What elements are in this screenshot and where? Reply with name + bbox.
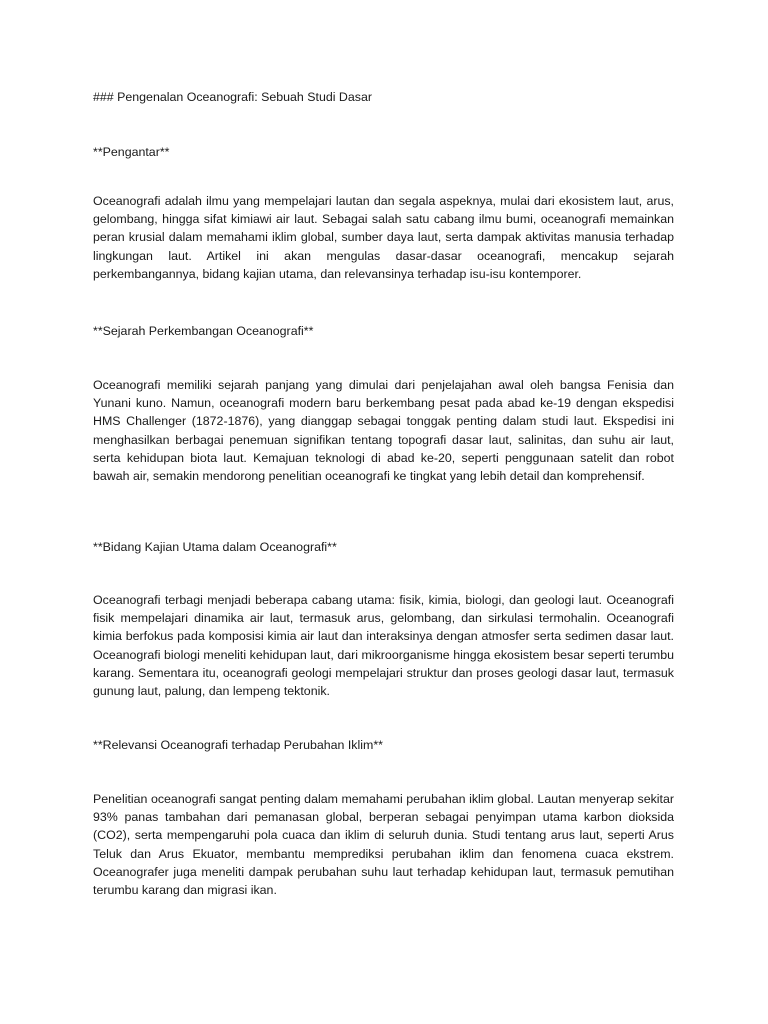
section-paragraph-pengantar: Oceanografi adalah ilmu yang mempelajari lautan dan segala aspeknya, mulai dari ekosistem laut, arus, gelombang, hingga sifat kimiawi air laut. Sebagai salah satu cabang ilmu bumi, oceanografi memainkan peran krusial dalam memahami iklim global, sumber daya laut, serta dampak aktivitas manusia terhadap lingkungan laut. Artikel ini akan mengulas dasar-dasar oceanografi, mencakup sejarah perkembangannya, bidang kajian utama, dan relevansinya terhadap isu-isu kontemporer. <box>93 194 674 281</box>
section-paragraph-relevansi: Penelitian oceanografi sangat penting dalam memahami perubahan iklim global. Lautan menyerap sekitar 93% panas tambahan dari pemanasan global, berperan sebagai penyimpan utama karbon dioksida (CO2), serta mempengaruhi pola cuaca dan iklim di seluruh dunia. Studi tentang arus laut, seperti Arus Teluk dan Arus Ekuator, membantu memprediksi perubahan iklim dan fenomena cuaca ekstrem. Oceanografer juga meneliti dampak perubahan suhu laut terhadap kehidupan laut, termasuk pemutihan terumbu karang dan migrasi ikan. <box>93 792 674 898</box>
section-heading-pengantar: **Pengantar** <box>93 145 170 159</box>
section-heading-sejarah: **Sejarah Perkembangan Oceanografi** <box>93 324 314 338</box>
section-heading-relevansi: **Relevansi Oceanografi terhadap Perubahan Iklim** <box>93 738 383 752</box>
section-heading-bidang-kajian: **Bidang Kajian Utama dalam Oceanografi** <box>93 540 337 554</box>
section-paragraph-sejarah: Oceanografi memiliki sejarah panjang yang dimulai dari penjelajahan awal oleh bangsa Fenisia dan Yunani kuno. Namun, oceanografi modern baru berkembang pesat pada abad ke-19 dengan ekspedisi HMS Challenger (1872-1876), yang dianggap sebagai tonggak penting dalam studi laut. Ekspedisi ini menghasilkan berbagai penemuan signifikan tentang topografi dasar laut, salinitas, dan suhu air laut, serta kehidupan biota laut. Kemajuan teknologi di abad ke-20, seperti penggunaan satelit dan robot bawah air, semakin mendorong penelitian oceanografi ke tingkat yang lebih detail dan komprehensif. <box>93 378 674 484</box>
section-paragraph-bidang-kajian: Oceanografi terbagi menjadi beberapa cabang utama: fisik, kimia, biologi, dan geologi laut. Oceanografi fisik mempelajari dinamika air laut, termasuk arus, gelombang, dan sirkulasi termohalin. Oceanografi kimia berfokus pada komposisi kimia air laut dan interaksinya dengan atmosfer serta sedimen dasar laut. Oceanografi biologi meneliti kehidupan laut, dari mikroorganisme hingga ekosistem besar seperti terumbu karang. Sementara itu, oceanografi geologi mempelajari struktur dan proses geologi dasar laut, termasuk gunung laut, palung, dan lempeng tektonik. <box>93 593 674 699</box>
document-title: ### Pengenalan Oceanografi: Sebuah Studi Dasar <box>93 90 372 104</box>
